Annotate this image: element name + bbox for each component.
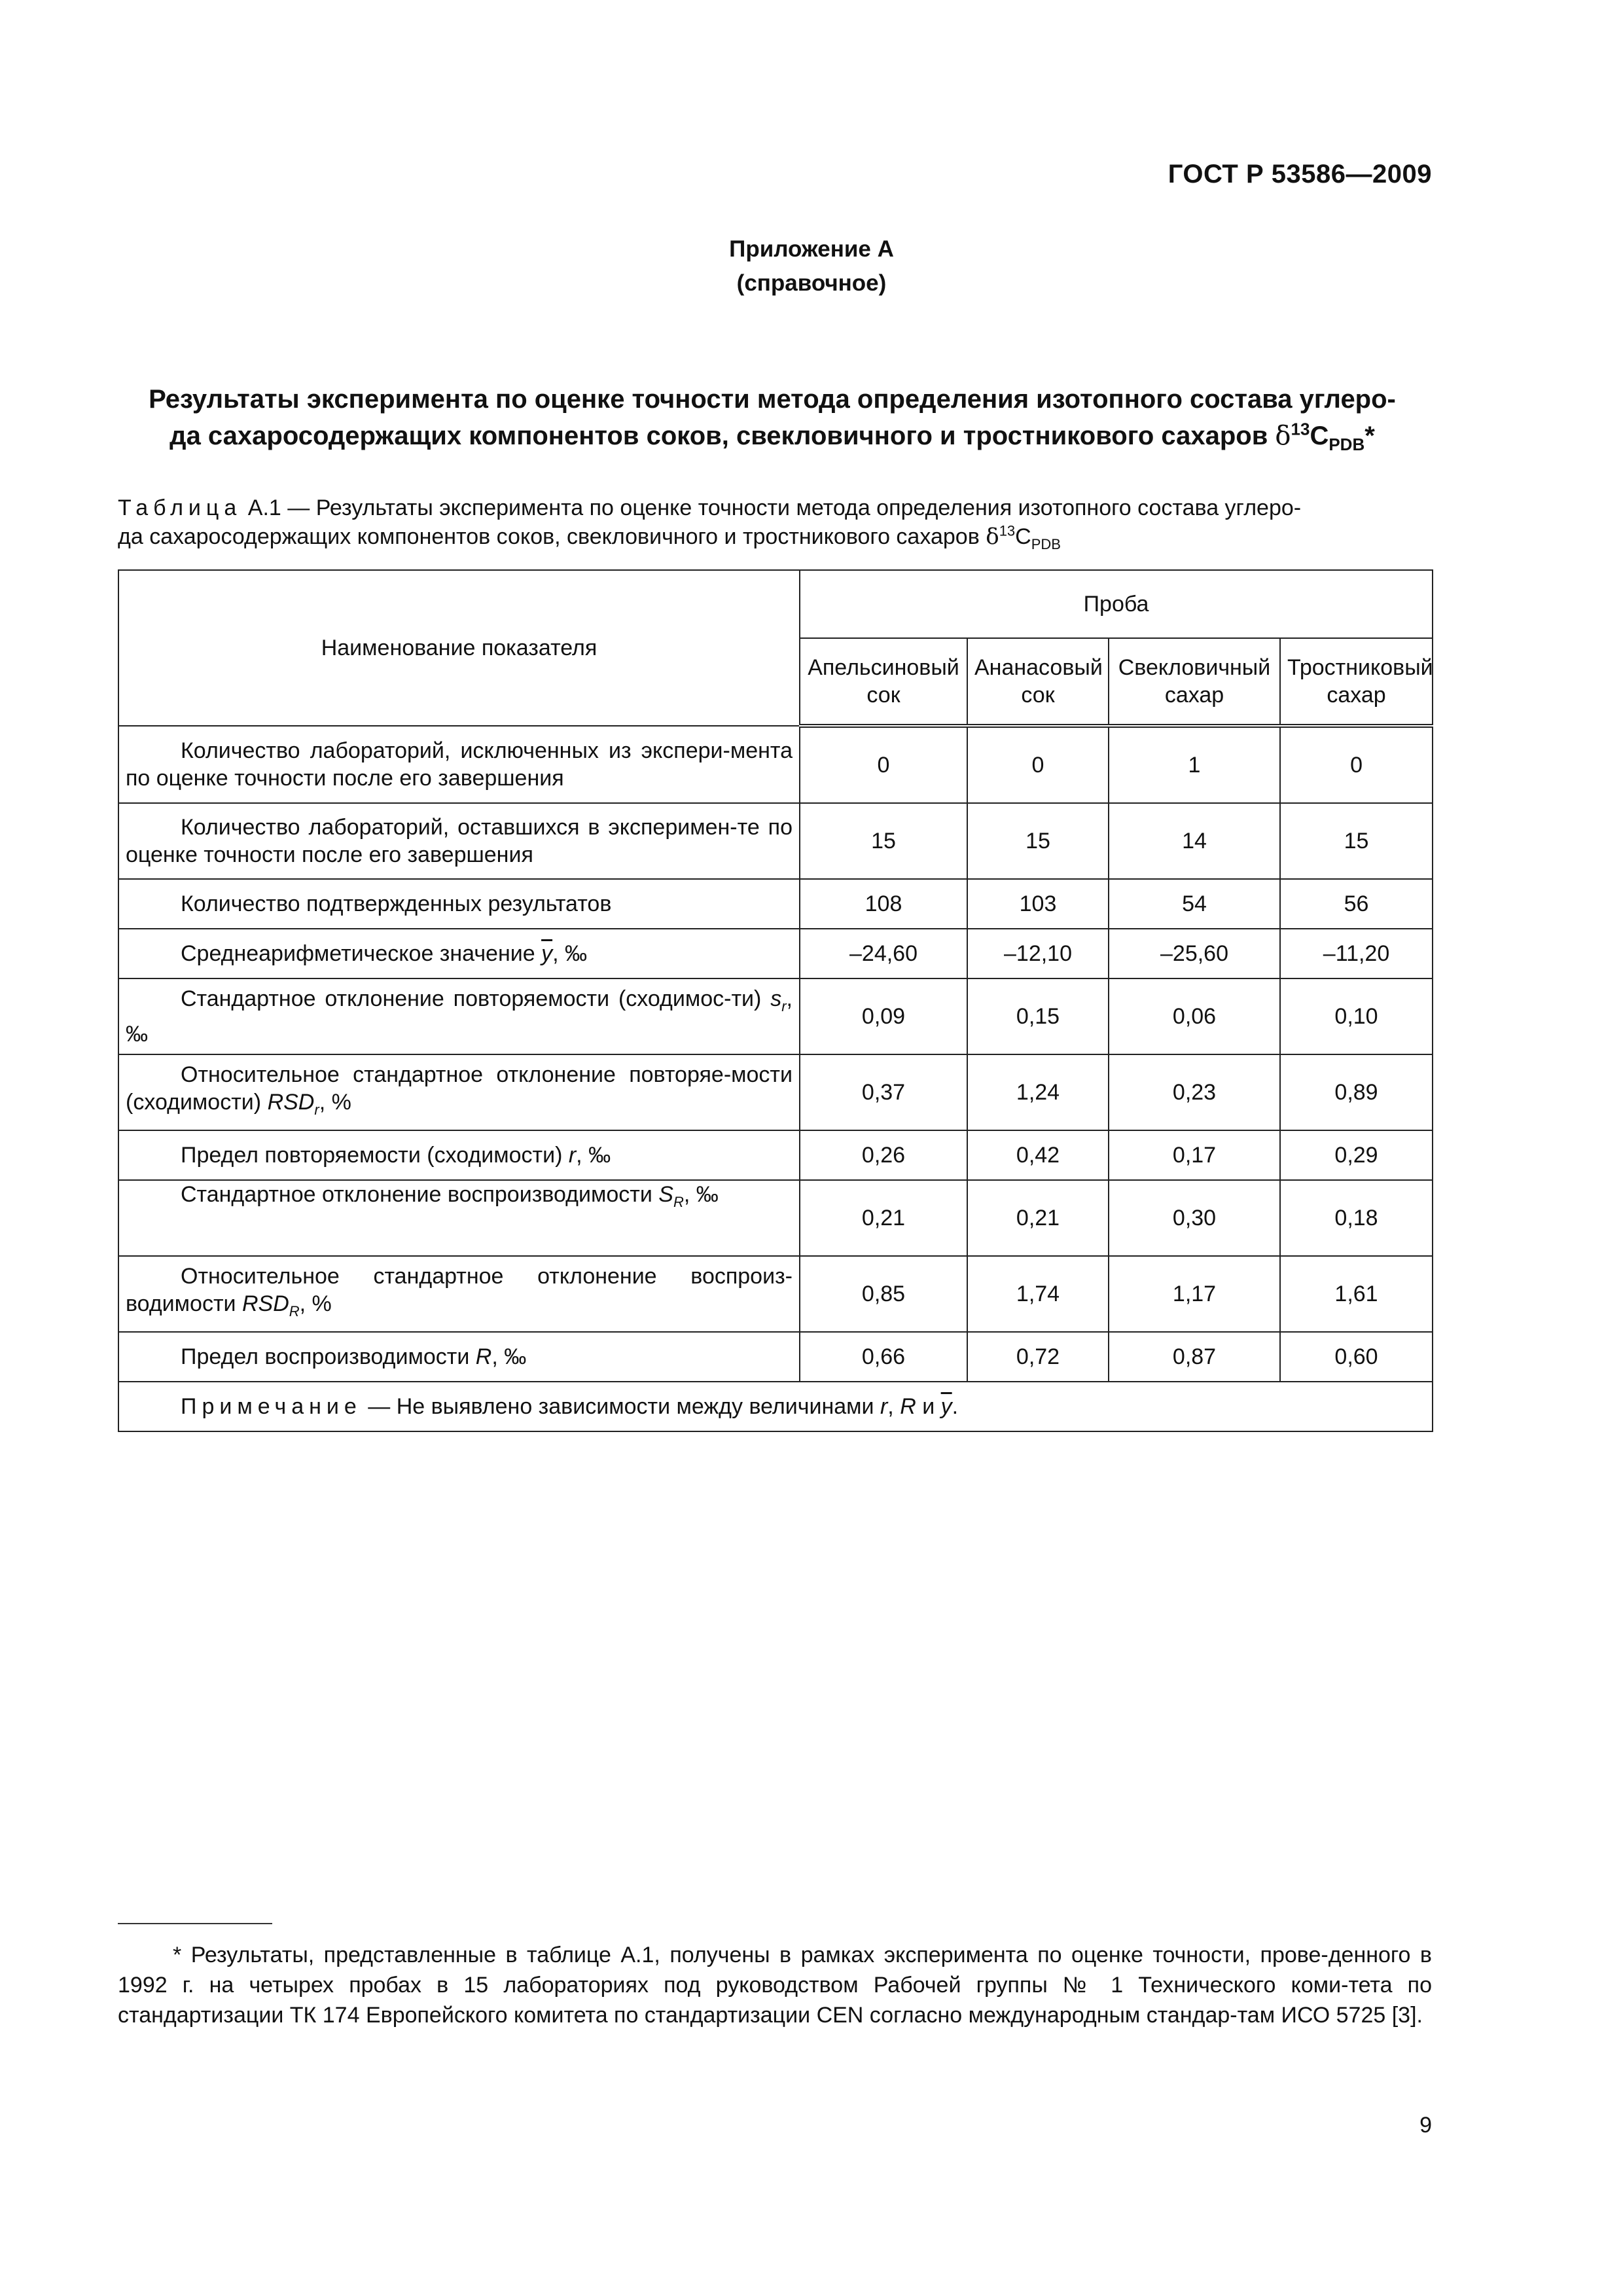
- table-cell: 0,42: [967, 1130, 1109, 1180]
- document-title: [118, 381, 1427, 454]
- table-cell: 1,17: [1109, 1256, 1280, 1332]
- table-row: [118, 929, 1433, 978]
- table-cell: 0,60: [1280, 1332, 1433, 1382]
- table-note-row: [118, 1382, 1433, 1431]
- table-cell: 0,72: [967, 1332, 1109, 1382]
- table-cell: 15: [800, 803, 967, 879]
- results-table: [118, 569, 1433, 1432]
- sample-group-header: Проба: [800, 570, 1433, 638]
- row-label: Количество лабораторий, оставшихся в эксперимен-те по оценке точности после его завершения: [118, 803, 800, 879]
- table-cell: 0,10: [1280, 978, 1433, 1054]
- row-label: Относительное стандартное отклонение повторяе-мости (сходимости) $RSD_r$, %: [118, 1054, 800, 1130]
- row-label: Среднеарифметическое значение $\overline{y}$, ‰: [118, 929, 800, 978]
- column-header-cane-sugar: Тростниковый сахар: [1280, 638, 1433, 726]
- table-cell: 0,89: [1280, 1054, 1433, 1130]
- table-cell: 0,37: [800, 1054, 967, 1130]
- table-cell: 0,21: [967, 1180, 1109, 1256]
- table-cell: 0,17: [1109, 1130, 1280, 1180]
- table-cell: 0,85: [800, 1256, 967, 1332]
- annex-heading: [0, 232, 1623, 300]
- page-number: 9: [1419, 2113, 1432, 2138]
- table-row: [118, 978, 1433, 1054]
- annex-subtitle: (справочное): [736, 270, 887, 296]
- table-cell: 15: [1280, 803, 1433, 879]
- column-header-beet-sugar: Свекловичный сахар: [1109, 638, 1280, 726]
- table-cell: 0,29: [1280, 1130, 1433, 1180]
- table-cell: –11,20: [1280, 929, 1433, 978]
- row-label: Количество лабораторий, исключенных из экспери-мента по оценке точности после его завершения: [118, 726, 800, 803]
- table-cell: 0: [800, 726, 967, 803]
- footnote-separator: [118, 1923, 272, 1924]
- footnote-mark: *: [1364, 422, 1375, 450]
- column-header-orange-juice: Апельсиновый сок: [800, 638, 967, 726]
- table-cell: 54: [1109, 879, 1280, 929]
- table-row: [118, 1180, 1433, 1256]
- table-cell: 0,21: [800, 1180, 967, 1256]
- table-row: [118, 726, 1433, 803]
- table-cell: 0,15: [967, 978, 1109, 1054]
- table-cell: 0,66: [800, 1332, 967, 1382]
- table-cell: 108: [800, 879, 967, 929]
- table-cell: 0,30: [1109, 1180, 1280, 1256]
- row-label: Предел воспроизводимости R, ‰: [118, 1332, 800, 1382]
- delta-symbol: δ: [1275, 421, 1291, 451]
- table-cell: 1: [1109, 726, 1280, 803]
- table-cell: 0,23: [1109, 1054, 1280, 1130]
- table-row: [118, 1054, 1433, 1130]
- caption-label: Таблица: [118, 495, 242, 520]
- row-label: Стандартное отклонение повторяемости (сходимос-ти) $s_r$, ‰: [118, 978, 800, 1054]
- column-header-pineapple-juice: Ананасовый сок: [967, 638, 1109, 726]
- table-cell: 0,87: [1109, 1332, 1280, 1382]
- table-cell: 0: [1280, 726, 1433, 803]
- caption-text-1: — Результаты эксперимента по оценке точности метода определения изотопного состава углеро-: [281, 495, 1302, 520]
- table-cell: 0,09: [800, 978, 967, 1054]
- table-cell: –25,60: [1109, 929, 1280, 978]
- table-cell: 56: [1280, 879, 1433, 929]
- table-cell: 0,06: [1109, 978, 1280, 1054]
- table-row: [118, 1256, 1433, 1332]
- table-cell: 15: [967, 803, 1109, 879]
- table-cell: –12,10: [967, 929, 1109, 978]
- row-label: Предел повторяемости (сходимости) r, ‰: [118, 1130, 800, 1180]
- row-label: Стандартное отклонение воспроизводимости $S_R$, ‰: [118, 1180, 800, 1256]
- row-label: Относительное стандартное отклонение воспроиз-водимости $RSD_R$, %: [118, 1256, 800, 1332]
- standard-code: ГОСТ Р 53586—2009: [1168, 160, 1432, 188]
- table-cell: 0: [967, 726, 1109, 803]
- table-cell: 1,74: [967, 1256, 1109, 1332]
- caption-text-2: да сахаросодержащих компонентов соков, свекловичного и тростникового сахаров: [118, 524, 986, 549]
- table-cell: 0,26: [800, 1130, 967, 1180]
- table-note: Примечание — Не выявлено зависимости между величинами r, R и $\overline{y}$.: [118, 1382, 1433, 1431]
- title-line-2: да сахаросодержащих компонентов соков, свекловичного и тростникового сахаров $\delta^{13}C_{PDB}*$: [169, 419, 1375, 454]
- note-label: Примечание: [181, 1393, 362, 1419]
- annex-title: Приложение А: [729, 236, 894, 262]
- row-label: Количество подтвержденных результатов: [118, 879, 800, 929]
- table-row: [118, 1332, 1433, 1382]
- mean-symbol: $\overline{y}$: [541, 941, 553, 966]
- table-row: [118, 1130, 1433, 1180]
- table-cell: 14: [1109, 803, 1280, 879]
- table-cell: 1,24: [967, 1054, 1109, 1130]
- table-cell: 1,61: [1280, 1256, 1433, 1332]
- table-row: [118, 879, 1433, 929]
- table-caption: Таблица А.1 — Результаты эксперимента по оценке точности метода определения изотопного состава углеро- да сахаросодержащих компонентов соков, свекловичного и тростникового сахаров $\delta^{13}C_{PDB}$: [118, 495, 1302, 552]
- table-row: [118, 803, 1433, 879]
- table-cell: 0,18: [1280, 1180, 1433, 1256]
- title-line-1: Результаты эксперимента по оценке точности метода определения изотопного состава углеро-: [149, 385, 1396, 414]
- table-cell: 103: [967, 879, 1109, 929]
- footnote: * Результаты, представленные в таблице А.1, получены в рамках эксперимента по оценке точности, прове-денного в 1992 г. на четырех пробах в 15 лабораториях под руководством Рабочей группы № 1 Технического коми-тета по стандартизации ТК 174 Европейского комитета по стандартизации CEN согласно международным стандар-там ИСО 5725 [3].: [118, 1943, 1432, 2028]
- caption-number: А.1: [247, 495, 281, 520]
- name-column-header: Наименование показателя: [118, 570, 800, 726]
- table-cell: –24,60: [800, 929, 967, 978]
